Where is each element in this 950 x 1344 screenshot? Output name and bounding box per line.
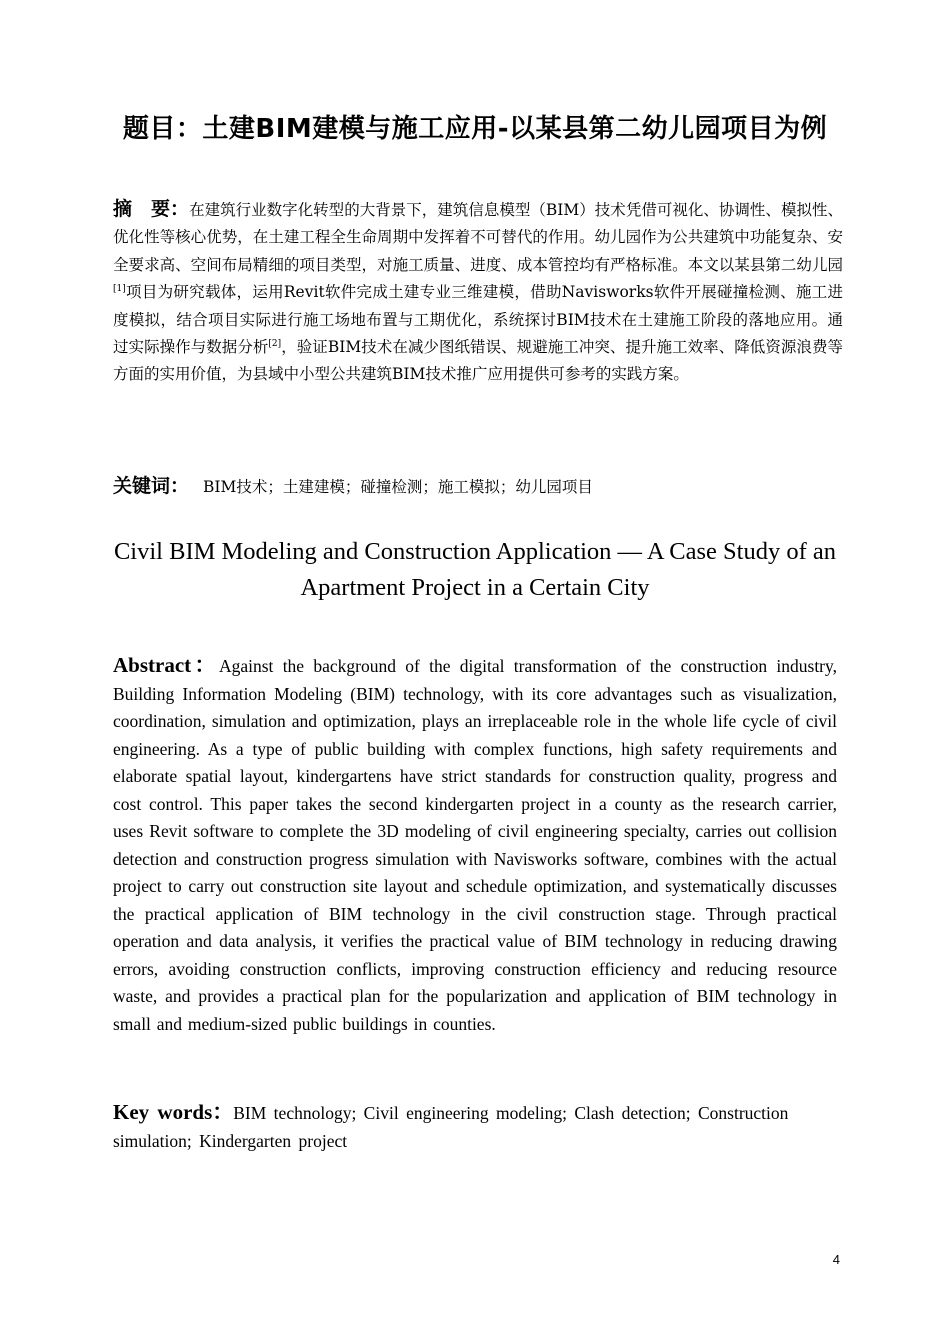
chinese-title: 题目：土建BIM建模与施工应用-以某县第二幼儿园项目为例 xyxy=(122,114,828,144)
english-abstract xyxy=(113,652,837,1038)
reference-marker-2: [2] xyxy=(268,339,282,350)
chinese-keywords-text: BIM技术；土建建模；碰撞检测；施工模拟；幼儿园项目 xyxy=(203,478,593,496)
chinese-abstract xyxy=(113,196,843,389)
english-abstract-text: Against the background of the digital transformation of the construction industry, Building Information Modeling (BIM) technology, with its core advantages such as visualization, coordination, simulation and optimization, plays an irreplaceable role in the whole life cycle of civil engineering. As a type of public building with complex functions, high safety requirements and elaborate spatial layout, kindergartens have strict standards for construction quality, progress and cost control. This paper takes the second kindergarten project in a county as the research carrier, uses Revit software to complete the 3D modeling of civil engineering specialty, carries out collision detection and construction progress simulation with Navisworks software, combines with the actual project to carry out construction site layout and schedule optimization, and systematically discusses the practical application of BIM technology in the civil construction stage. Through practical operation and data analysis, it verifies the practical value of BIM technology in reducing drawing errors, avoiding construction conflicts, improving construction efficiency and reducing resource waste, and provides a practical plan for the popularization and application of BIM technology in small and medium-sized public buildings in counties. xyxy=(113,656,837,1034)
english-keywords-label: Key words： xyxy=(113,1100,234,1124)
english-title: Civil BIM Modeling and Construction Application — A Case Study of an Apartment Project in a Certain City xyxy=(113,538,837,601)
reference-marker-1: [1] xyxy=(113,284,126,295)
english-keywords-text: BIM technology; Civil engineering modeling; Clash detection; Construction simulation; Kindergarten project xyxy=(113,1103,789,1151)
chinese-abstract-label: 摘 要： xyxy=(113,198,190,220)
chinese-abstract-text-3: ，验证BIM技术在减少图纸错误、规避施工冲突、提升施工效率、降低资源浪费等方面的实用价值，为县域中小型公共建筑BIM技术推广应用提供可参考的实践方案。 xyxy=(113,338,843,384)
chinese-keywords-label: 关键词： xyxy=(113,475,190,497)
page-number: 4 xyxy=(832,1252,840,1267)
chinese-abstract-text-1: 在建筑行业数字化转型的大背景下，建筑信息模型（BIM）技术凭借可视化、协调性、模拟性、优化性等核心优势，在土建工程全生命周期中发挥着不可替代的作用。幼儿园作为公共建筑中功能复杂、安全要求高、空间布局精细的项目类型，对施工质量、进度、成本管控均有严格标准。本文以某县第二幼儿园 xyxy=(113,201,843,274)
english-keywords xyxy=(113,1098,837,1155)
chinese-keywords xyxy=(113,472,843,501)
english-abstract-label: Abstract： xyxy=(113,653,219,677)
chinese-abstract-text-2: 项目为研究载体，运用Revit软件完成土建专业三维建模，借助Navisworks软件开展碰撞检测、施工进度模拟，结合项目实际进行施工场地布置与工期优化，系统探讨BIM技术在土建施工阶段的落地应用。通过实际操作与数据分析 xyxy=(113,283,843,357)
